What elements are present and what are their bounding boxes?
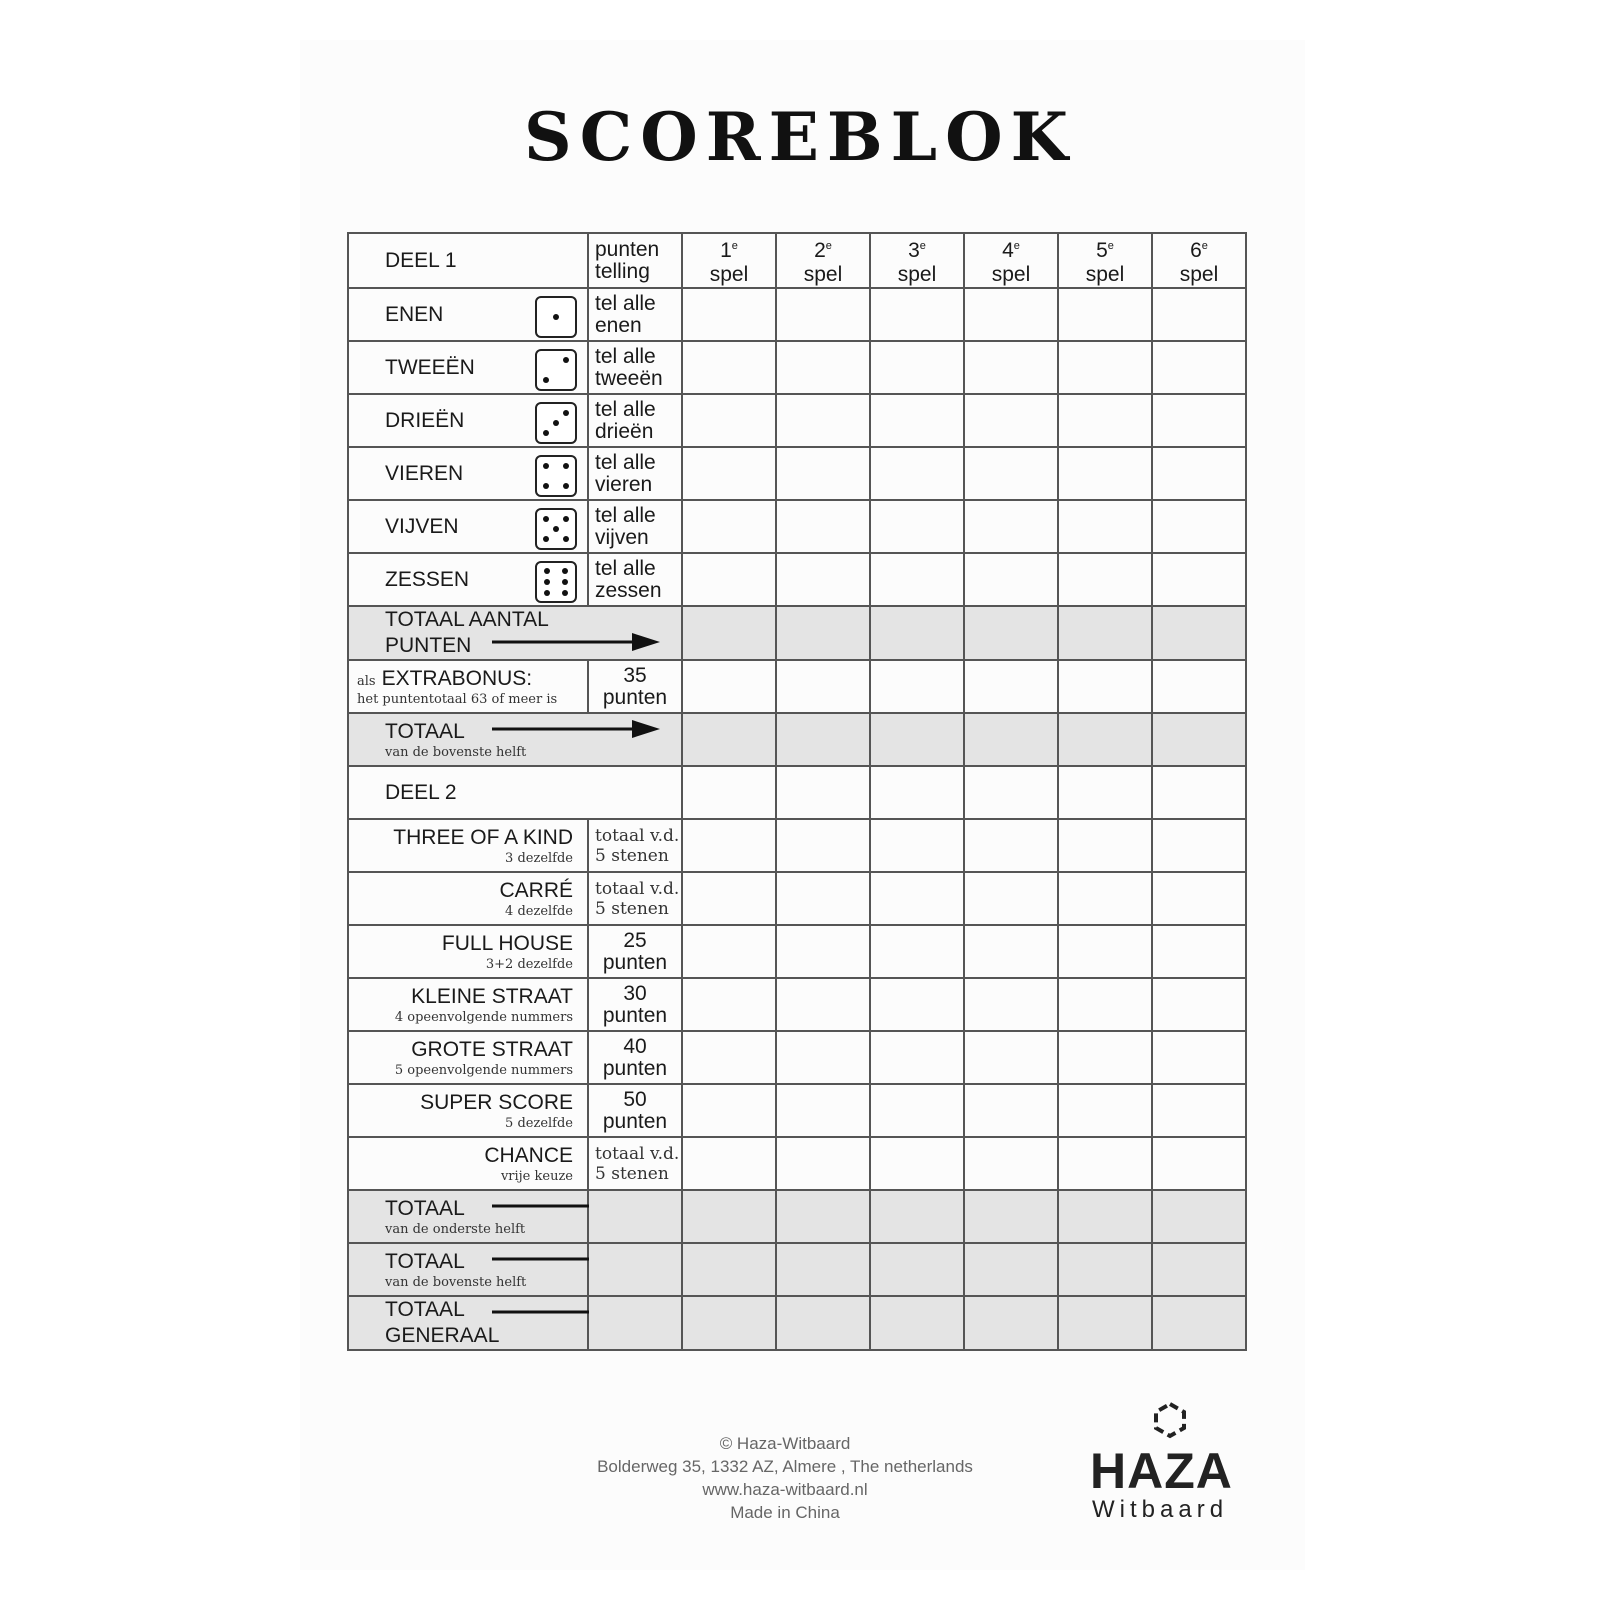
points-header-line1: punten bbox=[595, 237, 660, 261]
section-label-deel2 bbox=[348, 766, 682, 819]
score-cell[interactable] bbox=[870, 713, 964, 766]
score-cell[interactable] bbox=[682, 288, 776, 341]
score-cell bbox=[964, 766, 1058, 819]
category-hint: 3 dezelfde bbox=[505, 851, 573, 866]
die-6-icon bbox=[535, 561, 577, 603]
logo-subtitle: Witbaard bbox=[1092, 1496, 1229, 1523]
total-title: TOTAAL bbox=[385, 1250, 465, 1273]
category-cell bbox=[348, 288, 588, 341]
score-cell[interactable] bbox=[1152, 978, 1246, 1031]
extrabonus-line bbox=[357, 666, 587, 692]
score-cell[interactable] bbox=[1152, 819, 1246, 872]
points-rule bbox=[588, 288, 682, 341]
score-cell[interactable] bbox=[870, 447, 964, 500]
score-cell[interactable] bbox=[964, 394, 1058, 447]
total-label bbox=[348, 1296, 588, 1350]
total-upper-sub: van de bovenste helft bbox=[385, 745, 527, 760]
score-cell[interactable] bbox=[682, 872, 776, 925]
points-rule-line1: tel alle bbox=[595, 503, 656, 527]
score-cell[interactable] bbox=[1152, 1137, 1246, 1190]
score-cell[interactable] bbox=[964, 606, 1058, 660]
score-cell[interactable] bbox=[870, 819, 964, 872]
score-cell[interactable] bbox=[964, 872, 1058, 925]
score-cell[interactable] bbox=[776, 341, 870, 394]
score-cell[interactable] bbox=[870, 1243, 964, 1296]
score-cell[interactable] bbox=[776, 1137, 870, 1190]
score-cell[interactable] bbox=[682, 819, 776, 872]
die-4-icon bbox=[535, 455, 577, 497]
score-cell[interactable] bbox=[682, 1084, 776, 1137]
score-cell[interactable] bbox=[1058, 394, 1152, 447]
game-word: spel bbox=[1179, 263, 1219, 286]
points-rule-line2: drieën bbox=[595, 419, 654, 443]
score-cell[interactable] bbox=[682, 341, 776, 394]
category-label: CARRÉ bbox=[499, 879, 573, 902]
category-cell bbox=[348, 1084, 588, 1137]
score-cell[interactable] bbox=[964, 819, 1058, 872]
extrabonus-title: EXTRABONUS: bbox=[381, 667, 533, 690]
score-cell[interactable] bbox=[1152, 872, 1246, 925]
score-cell[interactable] bbox=[682, 713, 776, 766]
extrabonus-row bbox=[348, 660, 1246, 713]
score-cell[interactable] bbox=[1152, 288, 1246, 341]
total-arrow-cell bbox=[588, 1190, 682, 1243]
category-cell bbox=[348, 447, 588, 500]
score-cell[interactable] bbox=[964, 1137, 1058, 1190]
points-rule-line1: 50 bbox=[623, 1087, 647, 1111]
score-cell[interactable] bbox=[1058, 713, 1152, 766]
score-cell[interactable] bbox=[964, 978, 1058, 1031]
game-num: 4 bbox=[1002, 239, 1014, 262]
game-number bbox=[683, 234, 775, 263]
points-rule bbox=[588, 819, 682, 872]
extrabonus-condition: het puntentotaal 63 of meer is bbox=[357, 692, 558, 707]
score-cell[interactable] bbox=[682, 1031, 776, 1084]
total-sub: van de bovenste helft bbox=[385, 1275, 527, 1290]
lower-row bbox=[348, 819, 1246, 872]
lower-row bbox=[348, 1137, 1246, 1190]
category-cell bbox=[348, 500, 588, 553]
score-cell[interactable] bbox=[870, 341, 964, 394]
score-cell[interactable] bbox=[870, 500, 964, 553]
game-word: spel bbox=[709, 263, 749, 286]
game-sup: e bbox=[731, 240, 738, 252]
points-rule-line1: tel alle bbox=[595, 397, 656, 421]
game-sup: e bbox=[825, 240, 832, 252]
score-cell[interactable] bbox=[1058, 553, 1152, 606]
category-label: VIEREN bbox=[385, 461, 464, 485]
score-cell[interactable] bbox=[964, 1190, 1058, 1243]
points-rule-line1: totaal v.d. bbox=[595, 878, 680, 899]
category-hint: 5 opeenvolgende nummers bbox=[394, 1063, 573, 1078]
game-num: 6 bbox=[1190, 239, 1202, 262]
score-cell[interactable] bbox=[1058, 1190, 1152, 1243]
total-upper-label bbox=[348, 713, 682, 766]
score-cell[interactable] bbox=[964, 925, 1058, 978]
category-label: ENEN bbox=[385, 302, 444, 326]
score-cell[interactable] bbox=[682, 394, 776, 447]
points-rule-line2: punten bbox=[602, 1003, 668, 1027]
score-cell[interactable] bbox=[1152, 447, 1246, 500]
score-cell[interactable] bbox=[1058, 1031, 1152, 1084]
category-label: KLEINE STRAAT bbox=[411, 985, 573, 1008]
category-cell bbox=[348, 553, 588, 606]
game-sup: e bbox=[1201, 240, 1208, 252]
points-rule bbox=[588, 1031, 682, 1084]
upper-row bbox=[348, 553, 1246, 606]
score-cell[interactable] bbox=[776, 606, 870, 660]
category-label: VIJVEN bbox=[385, 514, 459, 538]
score-cell[interactable] bbox=[776, 713, 870, 766]
category-hint: 5 dezelfde bbox=[505, 1116, 573, 1131]
points-rule bbox=[588, 500, 682, 553]
points-rule bbox=[588, 872, 682, 925]
points-rule bbox=[588, 1084, 682, 1137]
score-cell[interactable] bbox=[1152, 660, 1246, 713]
score-cell[interactable] bbox=[1152, 1084, 1246, 1137]
points-rule bbox=[588, 553, 682, 606]
score-cell[interactable] bbox=[1058, 925, 1152, 978]
game-sup: e bbox=[919, 240, 926, 252]
score-cell[interactable] bbox=[1058, 500, 1152, 553]
points-rule-line2: enen bbox=[595, 313, 642, 337]
score-cell[interactable] bbox=[1152, 500, 1246, 553]
total-line2: PUNTEN bbox=[385, 634, 472, 657]
category-label: THREE OF A KIND bbox=[393, 826, 573, 849]
score-cell[interactable] bbox=[964, 1084, 1058, 1137]
game-sup: e bbox=[1107, 240, 1114, 252]
score-cell[interactable] bbox=[1058, 447, 1152, 500]
category-hint: 3+2 dezelfde bbox=[485, 957, 573, 972]
logo-brand: HAZA bbox=[1090, 1443, 1233, 1499]
category-label: DRIEËN bbox=[385, 408, 465, 432]
score-cell[interactable] bbox=[1058, 872, 1152, 925]
game-column-header bbox=[1152, 233, 1246, 288]
score-cell[interactable] bbox=[870, 1137, 964, 1190]
footer bbox=[560, 1432, 1010, 1524]
score-cell[interactable] bbox=[870, 1296, 964, 1350]
page-title: SCOREBLOK bbox=[524, 98, 1076, 176]
score-cell[interactable] bbox=[682, 553, 776, 606]
die-3-icon bbox=[535, 402, 577, 444]
score-cell[interactable] bbox=[870, 925, 964, 978]
section-row-deel2 bbox=[348, 766, 1246, 819]
upper-row bbox=[348, 288, 1246, 341]
score-cell bbox=[1152, 766, 1246, 819]
game-column-header bbox=[964, 233, 1058, 288]
arrow-icon bbox=[492, 718, 660, 740]
points-rule bbox=[588, 978, 682, 1031]
score-cell[interactable] bbox=[1058, 1084, 1152, 1137]
total-sub: van de onderste helft bbox=[385, 1222, 526, 1237]
category-label: SUPER SCORE bbox=[420, 1091, 573, 1114]
footer-website[interactable]: www.haza-witbaard.nl bbox=[702, 1480, 868, 1499]
game-column-header bbox=[870, 233, 964, 288]
game-num: 2 bbox=[814, 239, 826, 262]
category-hint: 4 opeenvolgende nummers bbox=[394, 1010, 573, 1025]
score-cell[interactable] bbox=[776, 288, 870, 341]
score-cell[interactable] bbox=[964, 288, 1058, 341]
die-1-icon bbox=[535, 296, 577, 338]
game-word: spel bbox=[1085, 263, 1125, 286]
header-row bbox=[348, 233, 1246, 288]
score-cell[interactable] bbox=[1152, 925, 1246, 978]
score-cell bbox=[1058, 766, 1152, 819]
points-rule-line2: punten bbox=[602, 950, 668, 974]
game-number bbox=[871, 234, 963, 263]
score-cell[interactable] bbox=[1058, 978, 1152, 1031]
lower-row bbox=[348, 978, 1246, 1031]
score-cell[interactable] bbox=[776, 553, 870, 606]
points-rule-line1: tel alle bbox=[595, 291, 656, 315]
upper-row bbox=[348, 394, 1246, 447]
score-cell[interactable] bbox=[776, 978, 870, 1031]
points-rule-line2: 5 stenen bbox=[595, 1163, 669, 1184]
footer-copyright: © Haza-Witbaard bbox=[719, 1434, 851, 1453]
game-number bbox=[777, 234, 869, 263]
score-cell bbox=[870, 766, 964, 819]
points-rule-line2: vijven bbox=[595, 525, 649, 549]
points-rule-line1: 40 bbox=[623, 1034, 647, 1058]
category-label: CHANCE bbox=[484, 1144, 573, 1167]
score-cell[interactable] bbox=[776, 819, 870, 872]
extrabonus-label bbox=[348, 660, 588, 713]
score-cell[interactable] bbox=[682, 1243, 776, 1296]
score-cell[interactable] bbox=[1058, 288, 1152, 341]
points-rule bbox=[588, 447, 682, 500]
score-cell[interactable] bbox=[870, 660, 964, 713]
score-cell[interactable] bbox=[776, 500, 870, 553]
logo-mark-icon bbox=[1150, 1400, 1190, 1440]
score-cell[interactable] bbox=[682, 1296, 776, 1350]
points-rule-line1: tel alle bbox=[595, 556, 656, 580]
score-cell[interactable] bbox=[964, 660, 1058, 713]
lower-row bbox=[348, 925, 1246, 978]
points-rule-line1: totaal v.d. bbox=[595, 825, 680, 846]
score-cell[interactable] bbox=[1058, 660, 1152, 713]
points-rule-line1: totaal v.d. bbox=[595, 1143, 680, 1164]
score-cell[interactable] bbox=[1058, 341, 1152, 394]
game-num: 1 bbox=[720, 239, 732, 262]
game-column-header bbox=[682, 233, 776, 288]
score-table bbox=[347, 232, 1247, 1351]
upper-row bbox=[348, 447, 1246, 500]
score-cell[interactable] bbox=[682, 606, 776, 660]
score-cell[interactable] bbox=[964, 713, 1058, 766]
score-cell[interactable] bbox=[1152, 1296, 1246, 1350]
category-hint: 4 dezelfde bbox=[505, 904, 573, 919]
score-cell[interactable] bbox=[776, 1084, 870, 1137]
game-column-header bbox=[776, 233, 870, 288]
total-arrow-cell bbox=[588, 1296, 682, 1350]
total-title: TOTAAL bbox=[385, 1197, 465, 1220]
category-cell bbox=[348, 819, 588, 872]
score-cell[interactable] bbox=[964, 500, 1058, 553]
score-cell[interactable] bbox=[682, 978, 776, 1031]
score-cell[interactable] bbox=[1152, 1190, 1246, 1243]
game-number bbox=[965, 234, 1057, 263]
score-cell[interactable] bbox=[1152, 341, 1246, 394]
points-rule-line2: punten bbox=[602, 1056, 668, 1080]
score-cell[interactable] bbox=[682, 500, 776, 553]
score-cell[interactable] bbox=[870, 553, 964, 606]
score-cell bbox=[682, 766, 776, 819]
score-cell[interactable] bbox=[1058, 606, 1152, 660]
score-cell[interactable] bbox=[964, 553, 1058, 606]
score-cell[interactable] bbox=[776, 925, 870, 978]
game-sup: e bbox=[1013, 240, 1020, 252]
lower-row bbox=[348, 1084, 1246, 1137]
points-rule-line2: 5 stenen bbox=[595, 898, 669, 919]
score-cell[interactable] bbox=[964, 341, 1058, 394]
total-label bbox=[348, 1190, 588, 1243]
score-cell[interactable] bbox=[776, 872, 870, 925]
score-cell[interactable] bbox=[776, 1190, 870, 1243]
points-rule-line2: 5 stenen bbox=[595, 845, 669, 866]
points-rule-line2: vieren bbox=[595, 472, 653, 496]
score-cell[interactable] bbox=[1152, 394, 1246, 447]
footer-made-in: Made in China bbox=[730, 1503, 840, 1522]
score-cell[interactable] bbox=[870, 606, 964, 660]
extrabonus-prefix: als bbox=[357, 674, 376, 689]
category-cell bbox=[348, 925, 588, 978]
category-label: GROTE STRAAT bbox=[411, 1038, 573, 1061]
game-num: 3 bbox=[908, 239, 920, 262]
score-cell[interactable] bbox=[1058, 1243, 1152, 1296]
extrabonus-points-value: 35 bbox=[623, 663, 647, 687]
category-cell bbox=[348, 978, 588, 1031]
points-rule-line2: zessen bbox=[595, 578, 662, 602]
points-rule bbox=[588, 341, 682, 394]
die-5-icon bbox=[535, 508, 577, 550]
points-header-line2: telling bbox=[595, 259, 650, 283]
category-hint: vrije keuze bbox=[500, 1169, 573, 1184]
score-cell[interactable] bbox=[1058, 819, 1152, 872]
game-number bbox=[1059, 234, 1151, 263]
score-cell[interactable] bbox=[964, 447, 1058, 500]
grand-total-row bbox=[348, 1190, 1246, 1243]
score-cell[interactable] bbox=[1058, 1296, 1152, 1350]
score-cell[interactable] bbox=[870, 1084, 964, 1137]
grand-total-row bbox=[348, 1243, 1246, 1296]
score-cell[interactable] bbox=[870, 1190, 964, 1243]
score-cell[interactable] bbox=[964, 1243, 1058, 1296]
deel1-label: DEEL 1 bbox=[385, 248, 457, 272]
score-cell[interactable] bbox=[682, 1137, 776, 1190]
game-number bbox=[1153, 234, 1245, 263]
game-word: spel bbox=[991, 263, 1031, 286]
score-cell[interactable] bbox=[1152, 553, 1246, 606]
points-rule-line1: 30 bbox=[623, 981, 647, 1005]
total-title: TOTAAL bbox=[385, 1298, 465, 1321]
category-cell bbox=[348, 1031, 588, 1084]
score-cell[interactable] bbox=[776, 1031, 870, 1084]
haza-logo bbox=[1090, 1400, 1250, 1523]
game-column-header bbox=[1058, 233, 1152, 288]
total-arrow-cell bbox=[588, 1243, 682, 1296]
score-cell[interactable] bbox=[870, 288, 964, 341]
total-label bbox=[348, 1243, 588, 1296]
points-rule bbox=[588, 925, 682, 978]
category-cell bbox=[348, 341, 588, 394]
upper-row bbox=[348, 341, 1246, 394]
total-points-label bbox=[348, 606, 682, 660]
score-cell[interactable] bbox=[682, 447, 776, 500]
score-cell[interactable] bbox=[870, 1031, 964, 1084]
lower-row bbox=[348, 1031, 1246, 1084]
score-cell bbox=[776, 766, 870, 819]
category-label: TWEEËN bbox=[385, 355, 475, 379]
arrow-icon bbox=[492, 631, 660, 653]
total-upper-title: TOTAAL bbox=[385, 720, 465, 743]
score-cell[interactable] bbox=[870, 978, 964, 1031]
category-label: ZESSEN bbox=[385, 567, 470, 591]
game-word: spel bbox=[803, 263, 843, 286]
game-word: spel bbox=[897, 263, 937, 286]
section-label-deel1 bbox=[348, 233, 588, 288]
footer-address: Bolderweg 35, 1332 AZ, Almere , The netherlands bbox=[597, 1457, 973, 1476]
extrabonus-points bbox=[588, 660, 682, 713]
score-cell[interactable] bbox=[964, 1296, 1058, 1350]
category-cell bbox=[348, 394, 588, 447]
score-cell[interactable] bbox=[1152, 1031, 1246, 1084]
category-label: FULL HOUSE bbox=[441, 932, 573, 955]
extrabonus-points-unit: punten bbox=[602, 685, 668, 709]
score-cell[interactable] bbox=[1058, 1137, 1152, 1190]
points-rule bbox=[588, 1137, 682, 1190]
score-cell[interactable] bbox=[870, 394, 964, 447]
score-cell[interactable] bbox=[1152, 606, 1246, 660]
points-header bbox=[588, 233, 682, 288]
score-cell[interactable] bbox=[776, 1243, 870, 1296]
score-cell[interactable] bbox=[776, 447, 870, 500]
points-rule bbox=[588, 394, 682, 447]
total-sub: GENERAAL bbox=[385, 1324, 500, 1347]
category-cell bbox=[348, 1137, 588, 1190]
category-cell bbox=[348, 872, 588, 925]
deel2-label: DEEL 2 bbox=[385, 780, 457, 804]
points-rule-line1: tel alle bbox=[595, 344, 656, 368]
grand-total-row bbox=[348, 1296, 1246, 1350]
points-rule-line2: tweeën bbox=[595, 366, 663, 390]
score-cell[interactable] bbox=[776, 1296, 870, 1350]
score-cell[interactable] bbox=[682, 660, 776, 713]
score-cell[interactable] bbox=[964, 1031, 1058, 1084]
upper-row bbox=[348, 500, 1246, 553]
points-rule-line1: tel alle bbox=[595, 450, 656, 474]
total-points-row bbox=[348, 606, 1246, 660]
total-line1: TOTAAL AANTAL bbox=[385, 608, 549, 631]
score-cell[interactable] bbox=[870, 872, 964, 925]
score-cell[interactable] bbox=[776, 394, 870, 447]
lower-row bbox=[348, 872, 1246, 925]
points-rule-line2: punten bbox=[602, 1109, 668, 1133]
score-cell[interactable] bbox=[682, 925, 776, 978]
points-rule-line1: 25 bbox=[623, 928, 647, 952]
score-cell[interactable] bbox=[1152, 1243, 1246, 1296]
score-cell[interactable] bbox=[776, 660, 870, 713]
total-upper-row bbox=[348, 713, 1246, 766]
score-cell[interactable] bbox=[1152, 713, 1246, 766]
die-2-icon bbox=[535, 349, 577, 391]
score-cell[interactable] bbox=[682, 1190, 776, 1243]
game-num: 5 bbox=[1096, 239, 1108, 262]
